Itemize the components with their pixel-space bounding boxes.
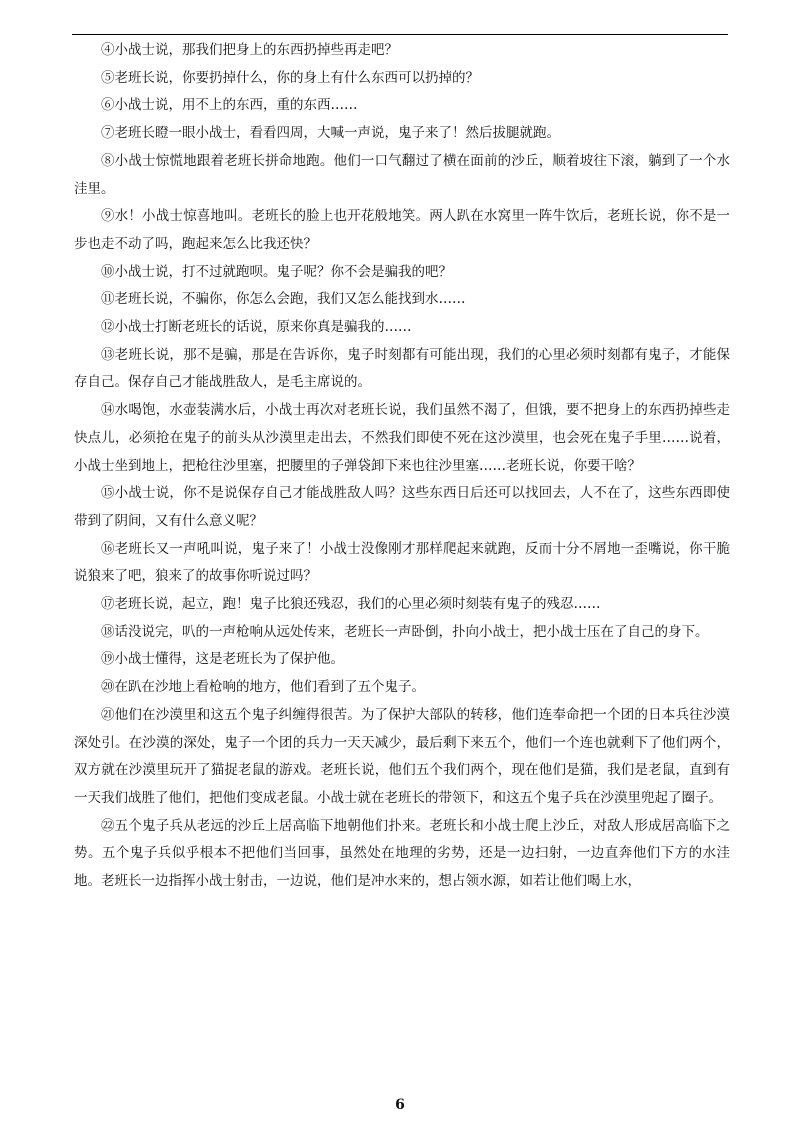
paragraph-14: ⑭水喝饱，水壶装满水后，小战士再次对老班长说，我们虽然不渴了，但饿，要不把身上的东西扔掉些走快点儿，必须抢在鬼子的前头从沙漠里走出去，不然我们即使不死在这沙漠里，也会死在鬼子手里……说着，小战士坐到地上，把枪往沙里塞，把腰里的子弹袋卸下来也往沙里塞……老班长说，你要干啥？ [74, 402, 730, 474]
paragraph-13: ⑬老班长说，那不是骗，那是在告诉你，鬼子时刻都有可能出现，我们的心里必须时刻都有鬼子，才能保存自己。保存自己才能战胜敌人，是毛主席说的。 [74, 346, 730, 391]
page-number: 6 [395, 1097, 405, 1113]
paragraph-22: ㉒五个鬼子兵从老远的沙丘上居高临下地朝他们扑来。老班长和小战士爬上沙丘，对敌人形成居高临下之势。五个鬼子兵似乎根本不把他们当回事，虽然处在地理的劣势，还是一边扫射，一边直奔他们下方的水洼地。老班长一边指挥小战士射击，一边说，他们是冲水来的，想占领水源，如若让他们喝上水， [74, 817, 730, 890]
paragraph-18: ⑱话没说完，叭的一声枪响从远处传来，老班长一声卧倒，扑向小战士，把小战士压在了自己的身下。 [101, 623, 709, 640]
paragraph-6: ⑥小战士说，用不上的东西，重的东西…… [101, 97, 358, 114]
paragraph-21: ㉑他们在沙漠里和这五个鬼子纠缠得很苦。为了保护大部队的转移，他们连奉命把一个团的日本兵往沙漠深处引。在沙漠的深处，鬼子一个团的兵力一天天减少，最后剩下来五个，他们一个连也就剩下了他们两个，双方就在沙漠里玩开了猫捉老鼠的游戏。老班长说，他们五个我们两个，现在他们是猫，我们是老鼠，直到有一天我们战胜了他们，把他们变成老鼠。小战士就在老班长的带领下，和这五个鬼子兵在沙漠里兜起了圈子。 [74, 706, 730, 806]
paragraph-12: ⑫小战士打断老班长的话说，原来你真是骗我的…… [101, 319, 412, 336]
document-body [74, 37, 730, 896]
paragraph-8: ⑧小战士惊慌地跟着老班长拼命地跑。他们一口气翻过了横在面前的沙丘，顺着坡往下滚，躺到了一个水洼里。 [74, 152, 730, 197]
paragraph-7: ⑦老班长瞪一眼小战士，看看四周，大喊一声说，鬼子来了！然后拔腿就跑。 [101, 125, 560, 142]
paragraph-17: ⑰老班长说，起立，跑！鬼子比狼还残忍，我们的心里必须时刻装有鬼子的残忍…… [101, 596, 601, 613]
paragraph-11: ⑪老班长说，不骗你，你怎么会跑，我们又怎么能找到水…… [101, 291, 466, 308]
paragraph-15: ⑮小战士说，你不是说保存自己才能战胜敌人吗？这些东西日后还可以找回去，人不在了，这些东西即使带到了阴间，又有什么意义呢？ [74, 485, 730, 529]
paragraph-20: ⑳在趴在沙地上看枪响的地方，他们看到了五个鬼子。 [101, 679, 425, 696]
header-rule [72, 34, 728, 35]
paragraph-19: ⑲小战士懂得，这是老班长为了保护他。 [101, 651, 344, 668]
paragraph-5: ⑤老班长说，你要扔掉什么，你的身上有什么东西可以扔掉的？ [101, 69, 479, 86]
paragraph-10: ⑩小战士说，打不过就跑呗。鬼子呢？你不会是骗我的吧？ [101, 263, 452, 280]
paragraph-16: ⑯老班长又一声吼叫说，鬼子来了！小战士没像刚才那样爬起来就跑，反而十分不屑地一歪嘴说，你干脆说狼来了吧，狼来了的故事你听说过吗？ [74, 540, 730, 585]
paragraph-9: ⑨水！小战士惊喜地叫。老班长的脸上也开花般地笑。两人趴在水窝里一阵牛饮后，老班长说，你不是一步也走不动了吗，跑起来怎么比我还快？ [74, 208, 730, 252]
paragraph-4: ④小战士说，那我们把身上的东西扔掉些再走吧？ [101, 42, 398, 58]
